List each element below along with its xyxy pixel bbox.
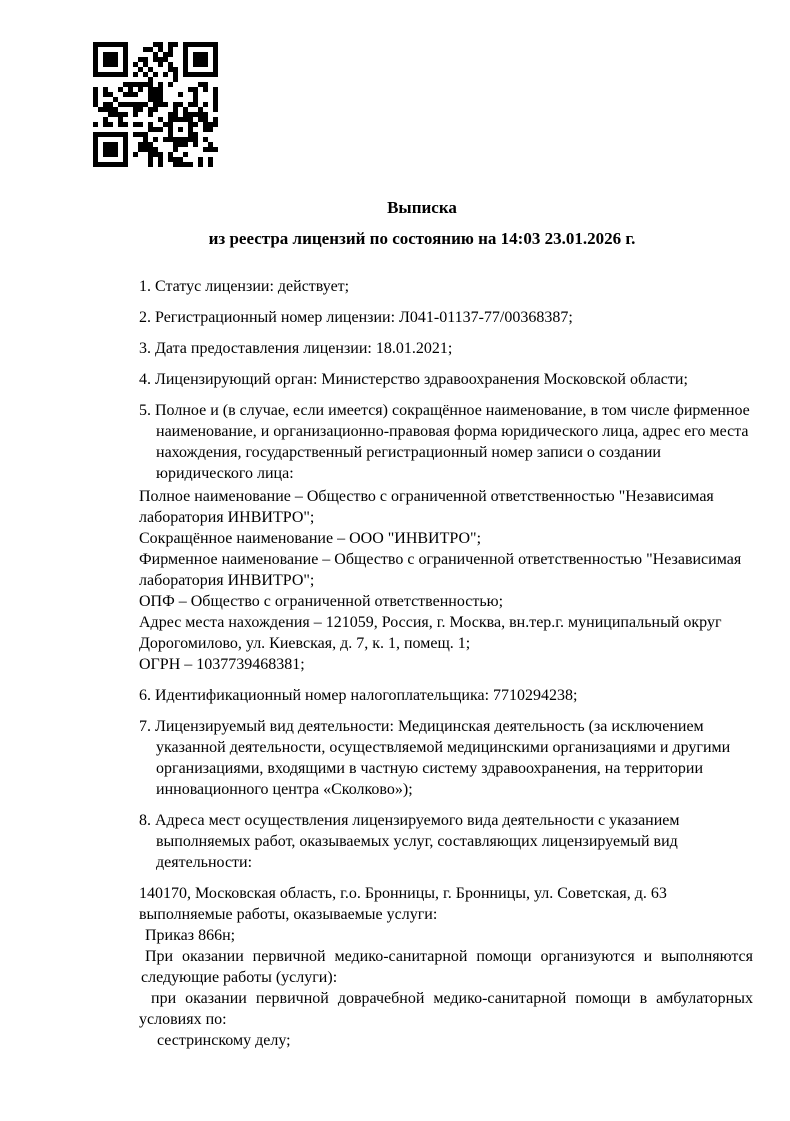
text-line: лаборатория ИНВИТРО"; <box>139 509 315 526</box>
text-line: юридического лица: <box>156 465 294 482</box>
document-body <box>139 276 753 1051</box>
text-line: 7. Лицензируемый вид деятельности: Медицинская деятельность (за исключением <box>139 718 704 735</box>
text-line: наименование, и организационно-правовая форма юридического лица, адрес его места <box>156 423 749 440</box>
text-line: деятельности: <box>156 854 253 871</box>
text-line: Полное наименование – Общество с ограниченной ответственностью "Независимая <box>139 488 714 505</box>
text-line: Сокращённое наименование – ООО "ИНВИТРО"; <box>139 530 482 547</box>
text-line: Адрес места нахождения – 121059, Россия, г. Москва, вн.тер.г. муниципальный округ <box>139 614 722 631</box>
text-line: Приказ 866н; <box>145 927 236 944</box>
qr-code-icon <box>93 42 218 167</box>
text-line: условиях по: <box>139 1011 227 1028</box>
text-line: ОПФ – Общество с ограниченной ответственностью; <box>139 593 504 610</box>
title-line-2: из реестра лицензий по состоянию на 14:03 23.01.2026 г. <box>208 229 636 248</box>
text-line: нахождения, государственный регистрационный номер записи о создании <box>156 444 661 461</box>
text-line: выполняемые работы, оказываемые услуги: <box>139 906 438 923</box>
text-line: сестринскому делу; <box>157 1032 291 1049</box>
text-line: ОГРН – 1037739468381; <box>139 656 305 673</box>
text-line: Фирменное наименование – Общество с ограниченной ответственностью "Независимая <box>139 551 742 568</box>
document-title <box>139 197 705 250</box>
text-line: 4. Лицензирующий орган: Министерство здравоохранения Московской области; <box>139 371 688 388</box>
title-line-1: Выписка <box>387 198 457 217</box>
text-line: 6. Идентификационный номер налогоплательщика: 7710294238; <box>139 687 578 704</box>
text-line: 3. Дата предоставления лицензии: 18.01.2021; <box>139 340 453 357</box>
text-line: лаборатория ИНВИТРО"; <box>139 572 315 589</box>
text-line: 2. Регистрационный номер лицензии: Л041-01137-77/00368387; <box>139 309 573 326</box>
text-line: организациями, входящими в частную систему здравоохранения, на территории <box>156 760 704 777</box>
text-line: указанной деятельности, осуществляемой медицинскими организациями и другими <box>156 739 731 756</box>
text-line: следующие работы (услуги): <box>141 969 338 986</box>
text-line: при оказании первичной доврачебной медико-санитарной помощи в амбулаторных <box>151 990 753 1007</box>
text-line: выполняемых работ, оказываемых услуг, составляющих лицензируемый вид <box>156 833 678 850</box>
text-line: инновационного центра «Сколково»); <box>156 781 413 798</box>
text-line: Дорогомилово, ул. Киевская, д. 7, к. 1, помещ. 1; <box>139 635 471 652</box>
text-line: 140170, Московская область, г.о. Бронницы, г. Бронницы, ул. Советская, д. 63 <box>139 885 667 902</box>
text-line: При оказании первичной медико-санитарной помощи организуются и выполняются <box>145 948 753 965</box>
text-line: 5. Полное и (в случае, если имеется) сокращённое наименование, в том числе фирменное <box>139 402 750 419</box>
text-line: 1. Статус лицензии: действует; <box>139 278 350 295</box>
text-line: 8. Адреса мест осуществления лицензируемого вида деятельности с указанием <box>139 812 680 829</box>
